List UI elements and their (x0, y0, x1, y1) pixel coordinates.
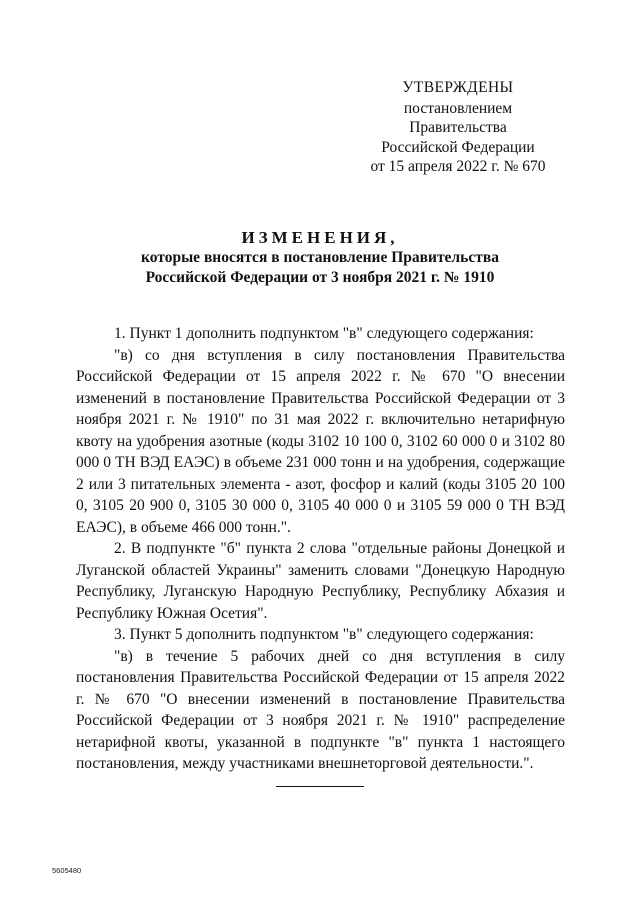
paragraph-5: "в) в течение 5 рабочих дней со дня вступления в силу постановления Правительства Российской Федерации от 15 апреля 2022 г. № 670 "О внесении изменений в постановление Правительства Российской Федерации от 3 ноября 2021 г. № 1910" распределение нетарифной квоты, указанной в подпункте "в" пункта 1 настоящего постановления, между участниками внешнеторговой деятельности.". (76, 647, 565, 772)
paragraph-1: 1. Пункт 1 дополнить подпунктом "в" следующего содержания: (114, 325, 534, 342)
subtitle-line-1: которые вносятся в постановление Правительства (141, 249, 499, 266)
approval-stamp (358, 78, 558, 177)
document-body (76, 323, 565, 775)
approval-heading: УТВЕРЖДЕНЫ (402, 79, 514, 96)
document-subtitle (100, 248, 540, 288)
approval-line-3: от 15 апреля 2022 г. № 670 (370, 158, 546, 175)
document-title: ИЗМЕНЕНИЯ, (241, 228, 399, 247)
closing-divider (276, 786, 364, 787)
approval-line-2: Российской Федерации (381, 138, 535, 156)
paragraph-3: 2. В подпункте "б" пункта 2 слова "отдельные районы Донецкой и Луганской областей Украины" заменить словами "Донецкую Народную Республику, Луганскую Народную Республику, Республику Абхазия и Республику Южная Осетия". (76, 540, 565, 622)
approval-line-1: постановлением Правительства (403, 99, 513, 136)
paragraph-4: 3. Пункт 5 дополнить подпунктом "в" следующего содержания: (114, 626, 534, 643)
subtitle-line-2: Российской Федерации от 3 ноября 2021 г. № 1910 (145, 269, 495, 286)
paragraph-2: "в) со дня вступления в силу постановления Правительства Российской Федерации от 15 апреля 2022 г. № 670 "О внесении изменений в постановление Правительства Российской Федерации от 3 ноября 2021 г. № 1910" по 31 мая 2022 г. включительно нетарифную квоту на удобрения азотные (коды 3102 10 100 0, 3102 60 000 0 и 3102 80 000 0 ТН ВЭД ЕАЭС) в объеме 231 000 тонн и на удобрения, содержащие 2 или 3 питательных элемента - азот, фосфор и калий (коды 3105 20 100 0, 3105 20 900 0, 3105 30 000 0, 3105 40 000 0 и 3105 59 000 0 ТН ВЭД ЕАЭС), в объеме 466 000 тонн.". (76, 346, 565, 536)
document-number: 5605480 (52, 866, 82, 875)
